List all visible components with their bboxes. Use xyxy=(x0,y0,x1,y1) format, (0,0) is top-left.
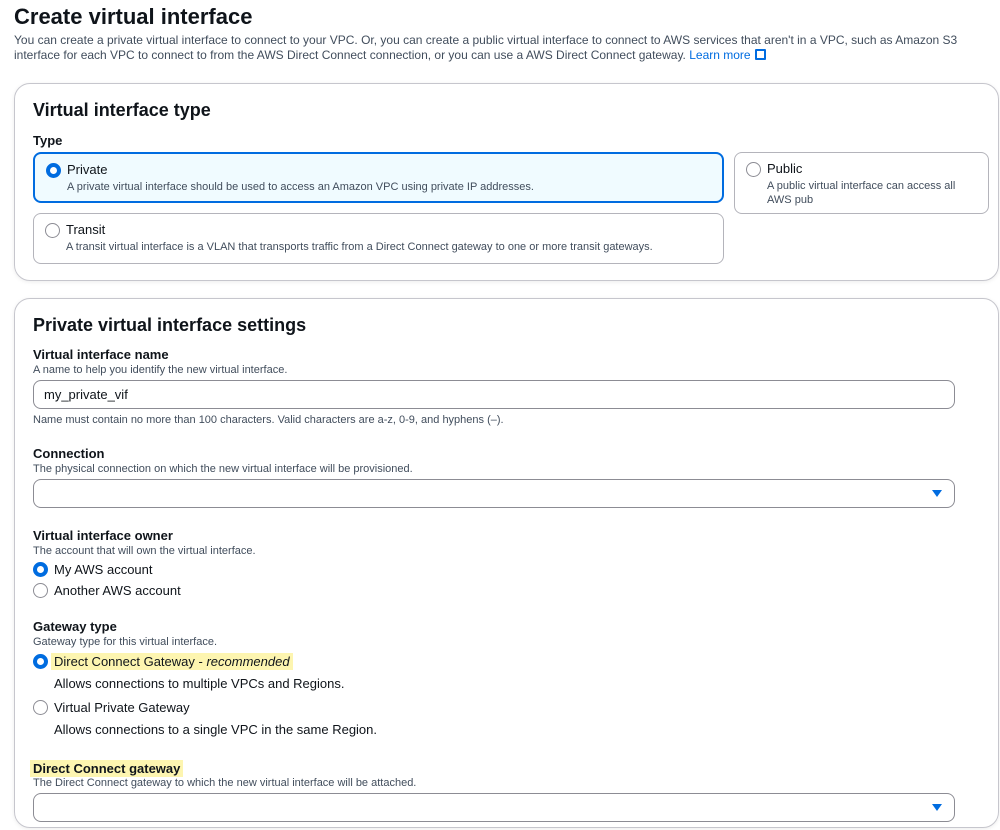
radio-icon xyxy=(45,223,60,238)
owner-label: Virtual interface owner xyxy=(33,528,173,543)
radio-selected-icon xyxy=(33,562,48,577)
owner-hint: The account that will own the virtual interface. xyxy=(33,545,256,557)
connection-hint: The physical connection on which the new virtual interface will be provisioned. xyxy=(33,463,413,475)
option-title: Transit xyxy=(66,222,106,237)
learn-more-link[interactable]: Learn more xyxy=(689,48,751,62)
name-hint: A name to help you identify the new virtual interface. xyxy=(33,364,288,376)
option-description: A private virtual interface should be used to access an Amazon VPC using private IP addresses. xyxy=(67,181,534,193)
page-title: Create virtual interface xyxy=(14,4,253,29)
page-description xyxy=(14,33,994,63)
virtual-interface-name-input[interactable]: my_private_vif xyxy=(33,380,955,409)
caret-down-icon xyxy=(932,490,942,497)
type-label: Type xyxy=(33,133,63,148)
option-description: A transit virtual interface is a VLAN that transports traffic from a Direct Connect gateway to one or more transit gateways. xyxy=(66,241,653,253)
option-label: My AWS account xyxy=(54,562,153,577)
radio-selected-icon xyxy=(46,163,61,178)
option-label: Direct Connect Gateway - xyxy=(54,654,207,669)
option-title: Private xyxy=(67,162,108,177)
name-constraint: Name must contain no more than 100 characters. Valid characters are a-z, 0-9, and hyphens (–). xyxy=(33,414,504,426)
connection-select[interactable] xyxy=(33,479,955,508)
description-line-1: You can create a private virtual interface to connect to your VPC. Or, you can create a public virtual interface to connect to AWS services that aren't in a VPC, such as Amazon S3 xyxy=(14,33,958,47)
gateway-type-label: Gateway type xyxy=(33,619,117,634)
gateway-type-hint: Gateway type for this virtual interface. xyxy=(33,636,218,648)
external-link-icon xyxy=(755,49,766,60)
caret-down-icon xyxy=(932,804,942,811)
type-option-private[interactable] xyxy=(33,152,724,203)
type-option-public[interactable] xyxy=(734,152,989,214)
dx-gateway-hint: The Direct Connect gateway to which the new virtual interface will be attached. xyxy=(33,777,417,789)
description-line-2: interface for each VPC to connect to from the AWS Direct Connect connection, or you can use a AWS Direct Connect gateway. xyxy=(14,48,686,62)
radio-icon xyxy=(33,700,48,715)
name-label: Virtual interface name xyxy=(33,347,169,362)
radio-selected-icon xyxy=(33,654,48,669)
option-description: Allows connections to a single VPC in the same Region. xyxy=(54,722,378,737)
option-description: A public virtual interface can access all AWS pub xyxy=(767,180,956,206)
dx-gateway-select[interactable] xyxy=(33,793,955,822)
connection-label: Connection xyxy=(33,446,105,461)
option-title: Public xyxy=(767,161,803,176)
recommended-label: recommended xyxy=(206,654,290,669)
radio-icon xyxy=(33,583,48,598)
option-label: Virtual Private Gateway xyxy=(54,700,190,715)
dx-gateway-label: Direct Connect gateway xyxy=(30,760,183,777)
radio-icon xyxy=(746,162,761,177)
panel-heading: Private virtual interface settings xyxy=(33,315,307,335)
type-option-transit[interactable] xyxy=(33,213,724,264)
option-description: Allows connections to multiple VPCs and Regions. xyxy=(54,676,345,691)
option-label: Another AWS account xyxy=(54,583,181,598)
virtual-interface-type-panel xyxy=(14,83,999,281)
private-interface-settings-panel xyxy=(14,298,999,828)
panel-heading: Virtual interface type xyxy=(33,100,211,120)
